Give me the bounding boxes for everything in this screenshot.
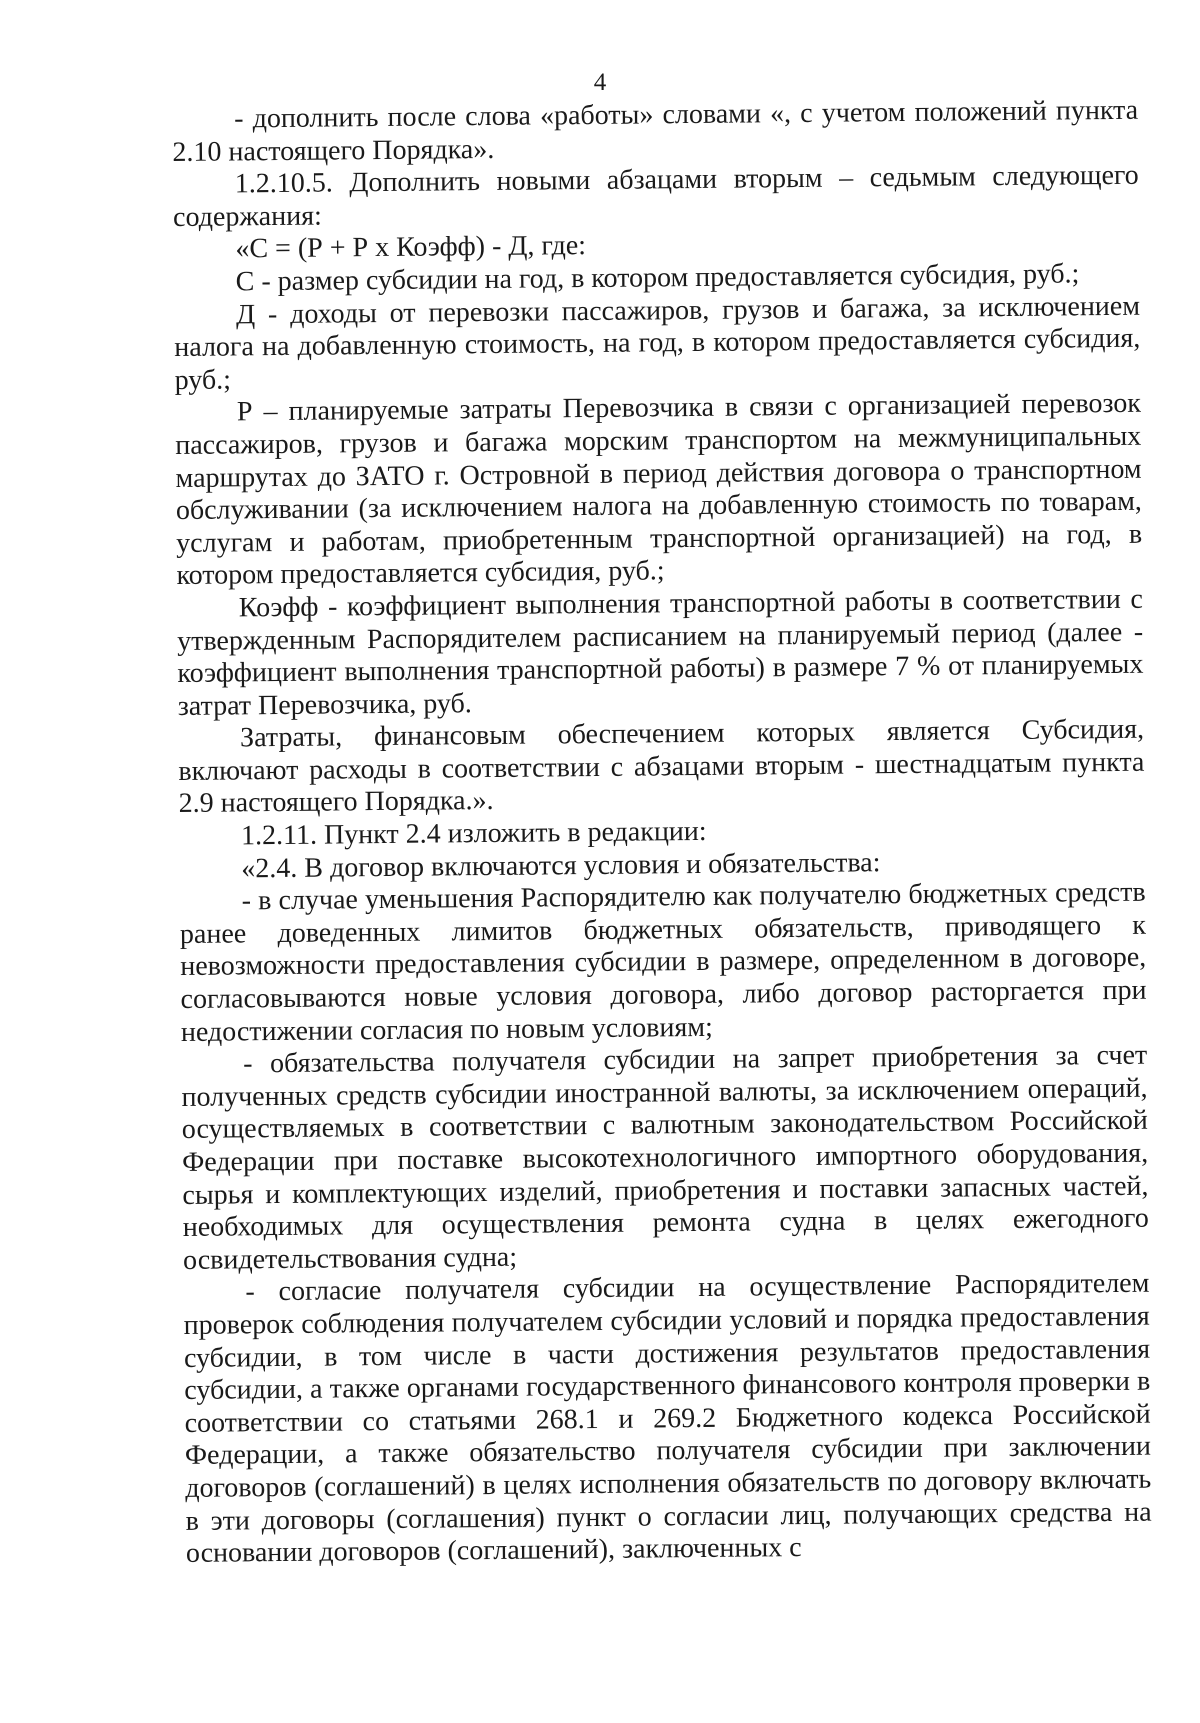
paragraph-addition-clause: - дополнить после слова «работы» словами «, с учетом положений пункта 2.10 настоящего Порядка». — [172, 94, 1139, 168]
page-number: 4 — [593, 69, 607, 96]
paragraph-definition-r: Р – планируемые затраты Перевозчика в связи с организацией перевозок пассажиров, грузов и багажа морским транспортом на межмуниципальных маршрутах до ЗАТО г. Островной в период действия договора о транспортном обслуживании (за исключением налога на добавленную стоимость по товарам, услугам и работам, приобретенным транспортной организацией) на год, в котором предоставляется субсидия, руб.; — [175, 388, 1143, 592]
paragraph-definition-c: С - размер субсидии на год, в котором предоставляется субсидия, руб.; — [235, 258, 1080, 298]
paragraph-definition-koeff: Коэфф - коэффициент выполнения транспортной работы в соответствии с утвержденным Распорядителем расписанием на планируемый период (далее - коэффициент выполнения транспортной работы) в размере 7 % от планируемых затрат Перевозчика, руб. — [177, 583, 1144, 722]
paragraph-inspection-consent: - согласие получателя субсидии на осуществление Распорядителем проверок соблюдения получателем субсидии условий и порядка предоставления субсидии, в том числе в части достижения результатов предоставления субсидии, а также органами государственного финансового контроля проверки в соответствии со статьями 268.1 и 269.2 Бюджетного кодекса Российской Федерации, а также обязательство получателя субсидии при заключении договоров (соглашений) в целях исполнения обязательств по договору включать в эти договоры (соглашения) пункт о согласии лиц, получающих средства на основании договоров (соглашений), заключенных с — [183, 1268, 1152, 1570]
paragraph-definition-d: Д - доходы от перевозки пассажиров, грузов и багажа, за исключением налога на добавленную стоимость, на год, в котором предоставляется субсидия, руб.; — [174, 290, 1141, 396]
document-body — [172, 95, 1152, 1571]
paragraph-formula: «С = (Р + Р х Коэфф) - Д, где: — [235, 230, 587, 265]
paragraph-costs: Затраты, финансовым обеспечением которых является Субсидия, включают расходы в соответствии с абзацами вторым - шестнадцатым пункта 2.9 настоящего Порядка.». — [178, 713, 1145, 820]
paragraph-limits-reduction: - в случае уменьшения Распорядителю как получателю бюджетных средств ранее доведенных лимитов бюджетных обязательств, приводящего к невозможности предоставления субсидии в размере, определенном в договоре, согласовываются новые условия договора, либо договор расторгается при недостижении согласия по новым условиям; — [179, 876, 1147, 1048]
paragraph-currency-ban: - обязательства получателя субсидии на запрет приобретения за счет полученных средств субсидии иностранной валюты, за исключением операций, осуществляемых в соответствии с валютным законодательством Российской Федерации при поставке высокотехнологичного импортного оборудования, сырья и комплектующих изделий, приобретения и поставки запасных частей, необходимых для осуществления ремонта судна в целях ежегодного освидетельствования судна; — [181, 1039, 1149, 1276]
paragraph-1-2-10-5: 1.2.10.5. Дополнить новыми абзацами вторым – седьмым следующего содержания: — [172, 159, 1139, 233]
paragraph-2-4-heading: «2.4. В договор включаются условия и обязательства: — [241, 846, 881, 885]
paragraph-1-2-11: 1.2.11. Пункт 2.4 изложить в редакции: — [240, 815, 707, 852]
